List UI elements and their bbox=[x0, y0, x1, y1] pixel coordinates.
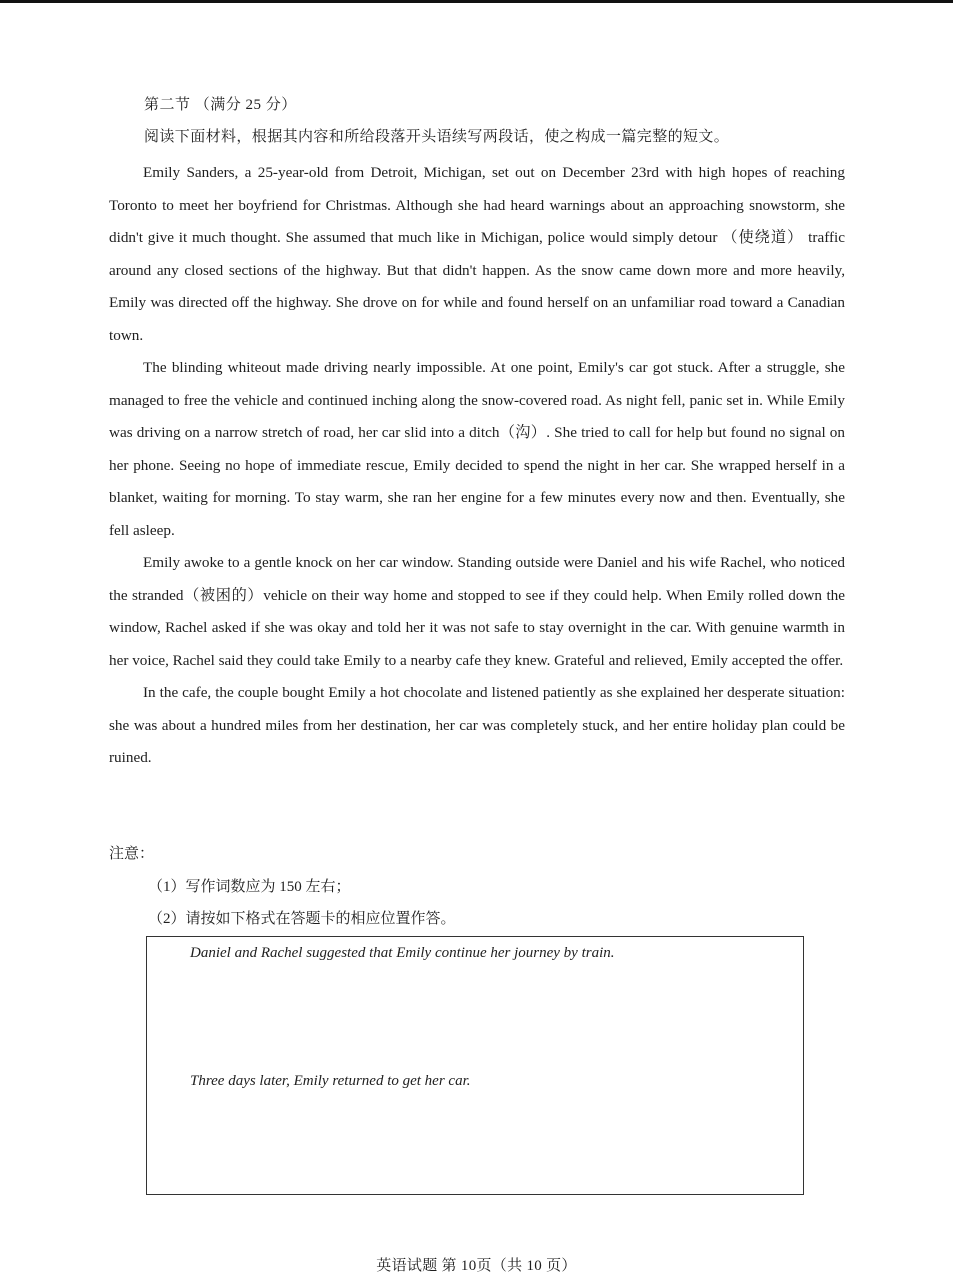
notes-title: 注意： bbox=[109, 846, 155, 862]
passage-paragraph-3: Emily awoke to a gentle knock on her car window. Standing outside were Daniel and his wife Rachel, who noticed the stranded（被困的）vehicle on their way home and stopped to see if they could help. When Emily rolled down the window, Rachel asked if she was okay and told her it was not safe to stay overnight in the car. With genuine warmth in her voice, Rachel said they could take Emily to a nearby cafe they knew. Grateful and relieved, Emily accepted the offer. bbox=[109, 554, 845, 669]
passage-paragraph-2: The blinding whiteout made driving nearly impossible. At one point, Emily's car got stuck. After a struggle, she managed to free the vehicle and continued inching along the snow-covered road. As night fell, panic set in. While Emily was driving on a narrow stretch of road, her car slid into a ditch（沟）. She tried to call for help but found no signal on her phone. Seeing no hope of immediate rescue, Emily decided to spend the night in her car. She wrapped herself in a blanket, waiting for morning. To stay warm, she ran her engine for a few minutes every now and then. Eventually, she fell asleep. bbox=[109, 359, 845, 539]
section-instruction: 阅读下面材料，根据其内容和所给段落开头语续写两段话，使之构成一篇完整的短文。 bbox=[144, 129, 730, 145]
paragraph-starter-2: Three days later, Emily returned to get her car. bbox=[190, 1073, 471, 1089]
page-top-edge bbox=[0, 0, 953, 3]
section-title: 第二节 （满分 25 分） bbox=[144, 97, 297, 113]
note-item-answer-format: （2）请按如下格式在答题卡的相应位置作答。 bbox=[148, 911, 456, 927]
note-item-word-count: （1）写作词数应为 150 左右； bbox=[148, 879, 351, 895]
reading-passage bbox=[109, 157, 845, 775]
passage-paragraph-1: Emily Sanders, a 25-year-old from Detroit, Michigan, set out on December 23rd with high hopes of reaching Toronto to meet her boyfriend for Christmas. Although she had heard warnings about an approaching snowstorm, she didn't give it much thought. She assumed that much like in Michigan, police would simply detour （使绕道） traffic around any closed sections of the highway. But that didn't happen. As the snow came down more and more heavily, Emily was directed off the highway. She drove on for while and found herself on an unfamiliar road toward a Canadian town. bbox=[109, 164, 845, 344]
answer-box bbox=[146, 936, 804, 1195]
passage-paragraph-4: In the cafe, the couple bought Emily a hot chocolate and listened patiently as she explained her desperate situation: she was about a hundred miles from her destination, her car was completely stuck, and her entire holiday plan could be ruined. bbox=[109, 684, 845, 766]
page-footer: 英语试题 第 10页（共 10 页） bbox=[376, 1258, 577, 1274]
paragraph-starter-1: Daniel and Rachel suggested that Emily continue her journey by train. bbox=[190, 945, 615, 961]
